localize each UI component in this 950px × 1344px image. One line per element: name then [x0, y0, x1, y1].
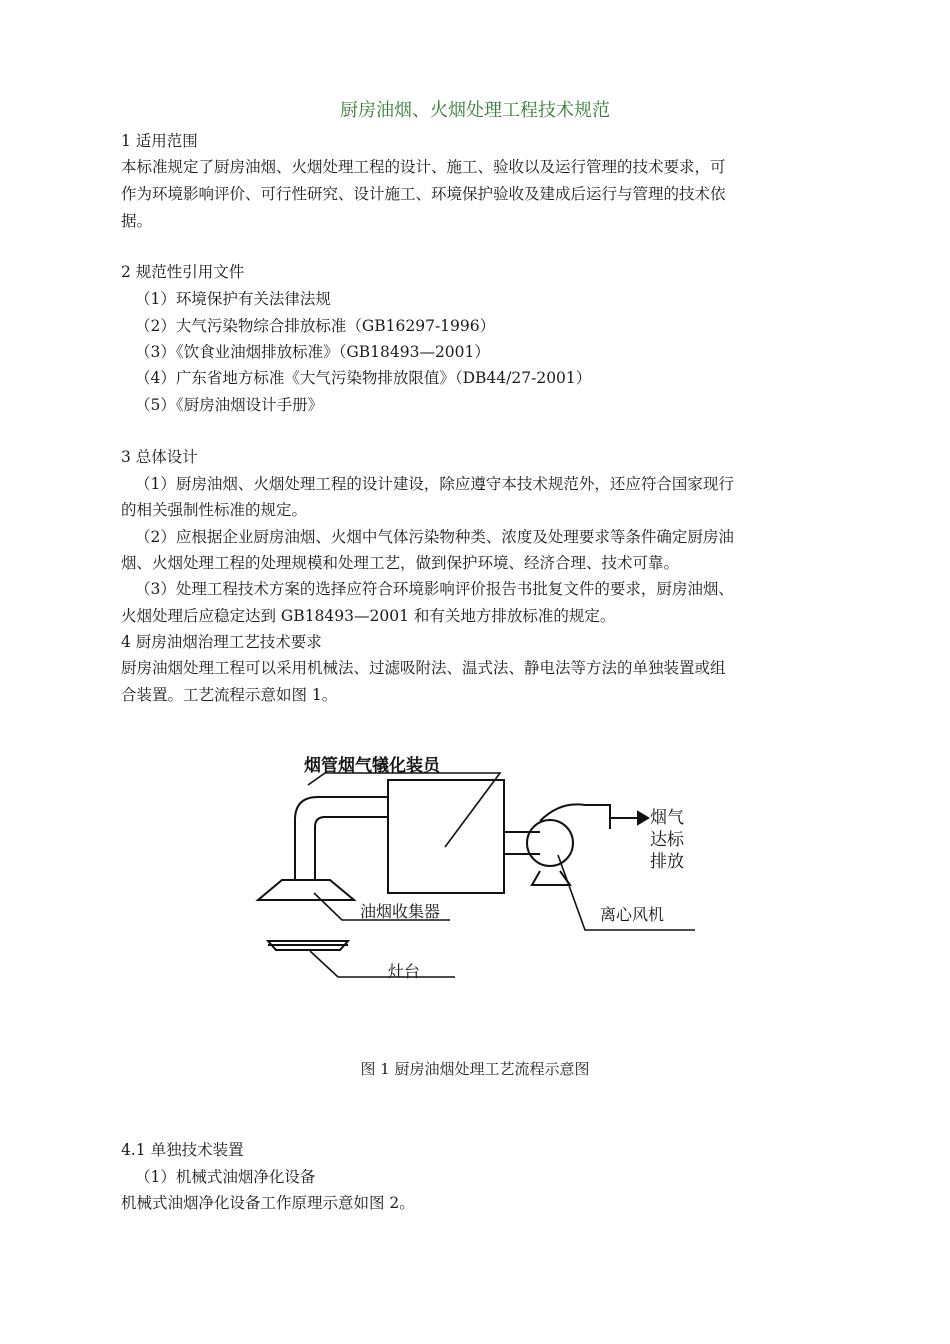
section-3-p3-line-1: （3）处理工程技术方案的选择应符合环境影响评价报告书批复文件的要求，厨房油烟、	[135, 580, 734, 598]
section-3-heading: 3 总体设计	[121, 448, 198, 466]
process-flow-diagram	[240, 745, 710, 1000]
section-2-heading: 2 规范性引用文件	[121, 263, 245, 281]
section-3-p1-line-1: （1）厨房油烟、火烟处理工程的设计建设，除应遵守本技术规范外，还应符合国家现行	[135, 475, 734, 493]
reference-item: （2）大气污染物综合排放标准（GB16297-1996）	[135, 317, 496, 335]
label-exhaust-3: 排放	[650, 852, 684, 872]
section-4-1-line: 机械式油烟净化设备工作原理示意如图 2。	[121, 1194, 415, 1212]
section-3-p3-line-2: 火烟处理后应稳定达到 GB18493—2001 和有关地方排放标准的规定。	[121, 607, 616, 625]
section-3-p2-line-2: 烟、火烟处理工程的处理规模和处理工艺，做到保护环境、经济合理、技术可靠。	[121, 554, 680, 572]
leader-purifier	[308, 773, 500, 847]
reference-item: （5）《厨房油烟设计手册》	[135, 396, 324, 414]
purifier-box	[388, 780, 504, 893]
label-exhaust-2: 达标	[650, 830, 684, 850]
leader-stove	[310, 951, 455, 977]
oil-fume-collector-hood	[258, 880, 354, 900]
reference-item: （3）《饮食业油烟排放标准》（GB18493—2001）	[135, 343, 490, 361]
figure-1-caption: 图 1 厨房油烟处理工艺流程示意图	[360, 1060, 590, 1078]
label-stove: 灶台	[388, 962, 421, 981]
reference-item: （4）广东省地方标准《大气污染物排放限值》（DB44/27-2001）	[135, 369, 592, 387]
document-title: 厨房油烟、火烟处理工程技术规范	[340, 100, 610, 121]
section-4-1-heading: 4.1 单独技术装置	[121, 1141, 244, 1159]
centrifugal-fan	[527, 820, 573, 866]
label-fan: 离心风机	[600, 905, 665, 924]
reference-item: （1）环境保护有关法律法规	[135, 290, 331, 308]
section-4-line-1: 厨房油烟处理工程可以采用机械法、过滤吸附法、温式法、静电法等方法的单独装置或组	[121, 659, 726, 677]
section-3-p1-line-2: 的相关强制性标准的规定。	[121, 501, 308, 519]
section-1-line-1: 本标准规定了厨房油烟、火烟处理工程的设计、施工、验收以及运行管理的技术要求，可	[121, 158, 726, 176]
section-1-line-3: 据。	[121, 212, 153, 230]
label-exhaust-1: 烟气	[650, 808, 684, 828]
duct-outer	[295, 797, 388, 880]
duct-inner	[315, 817, 388, 880]
label-purifier: 烟管烟气犠化装员	[304, 756, 440, 776]
section-3-p2-line-1: （2）应根据企业厨房油烟、火烟中气体污染物种类、浓度及处理要求等条件确定厨房油	[135, 528, 734, 546]
section-1-line-2: 作为环境影响评价、可行性研究、设计施工、环境保护验收及建成后运行与管理的技术依	[121, 185, 726, 203]
section-1-heading: 1 适用范围	[121, 132, 198, 150]
section-4-line-2: 合装置。工艺流程示意如图 1。	[121, 686, 338, 704]
section-4-heading: 4 厨房油烟治理工艺技术要求	[121, 633, 322, 651]
label-collector: 油烟收集器	[360, 902, 441, 921]
section-4-1-item: （1）机械式油烟净化设备	[135, 1168, 316, 1186]
